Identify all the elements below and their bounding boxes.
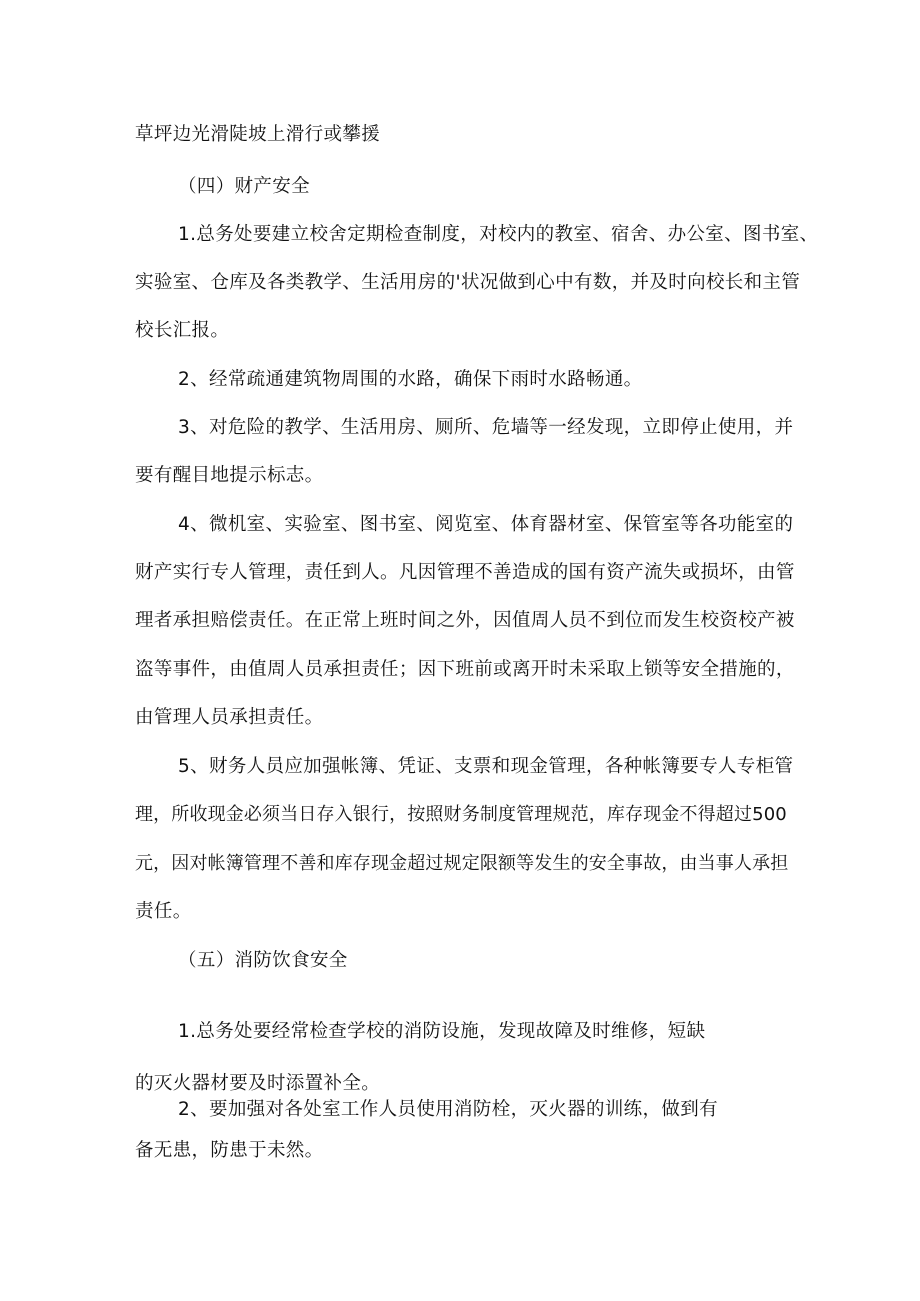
text-line-1: 草坪边光滑陡坡上滑行或攀援	[135, 124, 381, 145]
text-line-4: 实验室、仓库及各类教学、生活用房的'状况做到心中有数，并及时向校长和主管	[135, 272, 801, 293]
section-heading-fire-food-safety: （五）消防饮食安全	[178, 950, 348, 971]
text-line-15: 理，所收现金必须当日存入银行，按照财务制度管理规范，库存现金不得超过500	[135, 804, 787, 825]
section-heading-property-safety: （四）财产安全	[178, 176, 310, 197]
text-line-21: 2、要加强对各处室工作人员使用消防栓，灭火器的训练，做到有	[178, 1099, 718, 1120]
text-line-14: 5、财务人员应加强帐簿、凭证、支票和现金管理，各种帐簿要专人专柜管	[178, 756, 794, 777]
text-line-12: 盗等事件，由值周人员承担责任；因下班前或离开时未采取上锁等安全措施的，	[135, 659, 795, 680]
text-line-10: 财产实行专人管理，责任到人。凡因管理不善造成的国有资产流失或损坏，由管	[135, 562, 795, 583]
text-line-11: 理者承担赔偿责任。在正常上班时间之外，因值周人员不到位而发生校资校产被	[135, 610, 795, 631]
text-line-5: 校长汇报。	[135, 320, 230, 341]
text-line-22: 备无患，防患于未然。	[135, 1140, 324, 1161]
text-line-6: 2、经常疏通建筑物周围的水路，确保下雨时水路畅通。	[178, 369, 643, 390]
text-line-9: 4、微机室、实验室、图书室、阅览室、体育器材室、保管室等各功能室的	[178, 514, 794, 535]
text-line-7: 3、对危险的教学、生活用房、厕所、危墙等一经发现，立即停止使用，并	[178, 417, 794, 438]
text-line-13: 由管理人员承担责任。	[135, 707, 324, 728]
text-line-19: 1.总务处要经常检查学校的消防设施，发现故障及时维修，短缺	[178, 1021, 706, 1042]
text-line-8: 要有醒目地提示标志。	[135, 465, 324, 486]
text-line-16: 元，因对帐簿管理不善和库存现金超过规定限额等发生的安全事故，由当事人承担	[135, 853, 789, 874]
text-line-20: 的灭火器材要及时添置补全。	[135, 1073, 381, 1094]
text-line-17: 责任。	[135, 901, 192, 922]
text-line-3: 1.总务处要建立校舍定期检查制度，对校内的教室、宿舍、办公室、图书室、	[178, 224, 819, 245]
